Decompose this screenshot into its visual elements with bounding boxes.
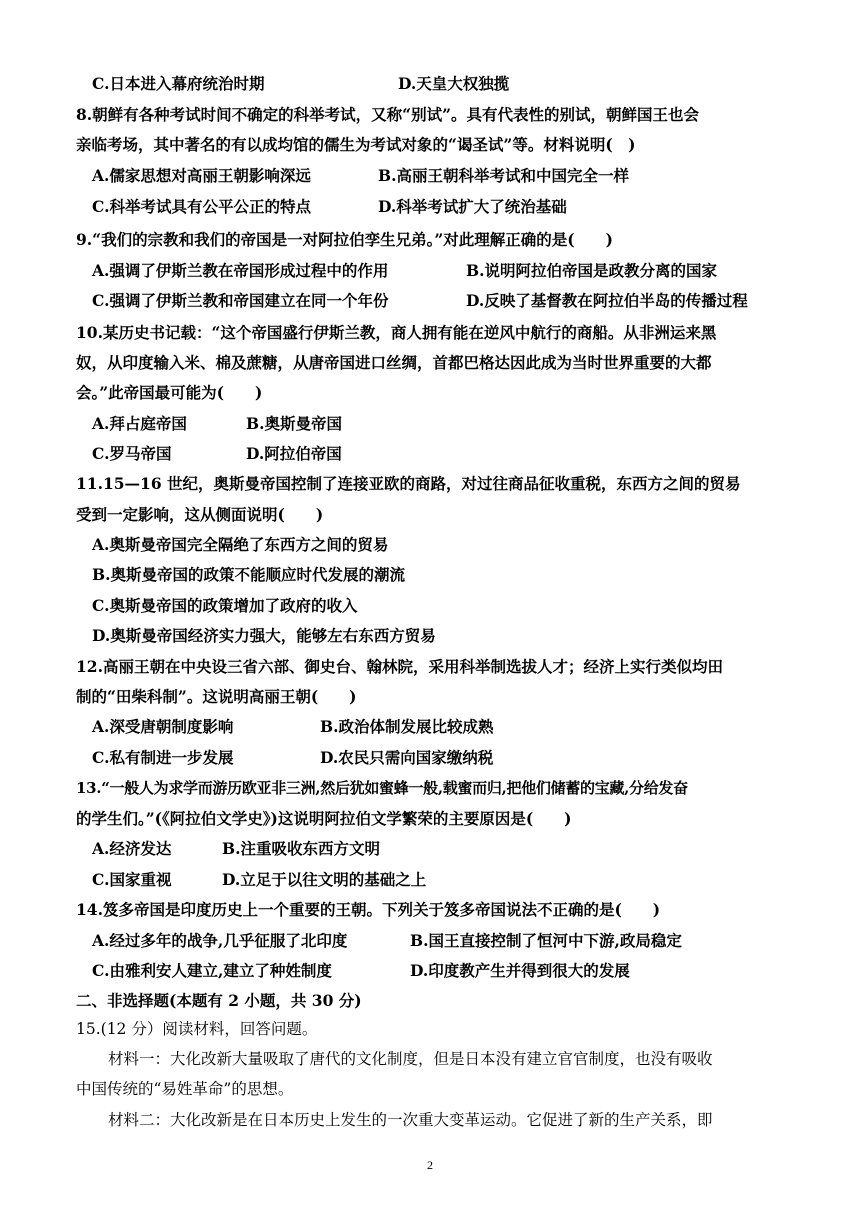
q8-option-a: A.儒家思想对高丽王朝影响深远 (92, 166, 311, 185)
q7-option-c: C.日本进入幕府统治时期 (92, 74, 265, 93)
q7-option-d: D.天皇大权独揽 (398, 74, 510, 93)
q13-option-b: B.注重吸收东西方文明 (222, 839, 380, 858)
q11-stem-line-1: 11.15—16 世纪，奥斯曼帝国控制了连接亚欧的商路，对过往商品征收重税，东西方之间的贸易 (76, 474, 741, 493)
q12-option-b: B.政治体制发展比较成熟 (320, 717, 494, 736)
q12-option-c: C.私有制进一步发展 (92, 748, 234, 767)
q13-option-c: C.国家重视 (92, 870, 172, 889)
q10-option-c: C.罗马帝国 (92, 444, 172, 463)
q13-stem-line-1: 13.“一般人为求学而游历欧亚非三洲,然后犹如蜜蜂一般,载蜜而归,把他们储蓄的宝藏,分给发奋 (76, 779, 688, 797)
q15-material-2-line-1: 材料二：大化改新是在日本历史上发生的一次重大变革运动。它促进了新的生产关系，即 (108, 1111, 713, 1129)
q12-option-d: D.农民只需向国家缴纳税 (320, 748, 494, 767)
q10-stem-line-3: 会。”此帝国最可能为( ) (76, 383, 263, 402)
q14-option-d: D.印度教产生并得到很大的发展 (410, 961, 630, 980)
q9-option-b: B.说明阿拉伯帝国是政教分离的国家 (466, 261, 717, 280)
q12-option-a: A.深受唐朝制度影响 (92, 717, 234, 736)
q10-stem-line-1: 10.某历史书记载：“这个帝国盛行伊斯兰教，商人拥有能在逆风中航行的商船。从非洲运来黑 (76, 323, 717, 342)
q11-stem-line-2: 受到一定影响，这从侧面说明( ) (76, 505, 324, 524)
q15-material-1-line-1: 材料一：大化改新大量吸取了唐代的文化制度，但是日本没有建立官官制度，也没有吸收 (108, 1050, 713, 1068)
q13-option-d: D.立足于以往文明的基础之上 (222, 870, 427, 889)
q15-material-1-line-2: 中国传统的“易姓革命”的思想。 (76, 1080, 294, 1098)
q14-option-c: C.由雅利安人建立,建立了种姓制度 (92, 961, 332, 980)
q8-option-c: C.科举考试具有公平公正的特点 (92, 197, 311, 216)
page-number: 2 (427, 1158, 433, 1172)
q11-option-b: B.奥斯曼帝国的政策不能顺应时代发展的潮流 (92, 565, 405, 584)
q11-option-c: C.奥斯曼帝国的政策增加了政府的收入 (92, 596, 358, 615)
section-2-title: 二、非选择题(本题有 2 小题，共 30 分) (76, 991, 362, 1010)
q11-option-d: D.奥斯曼帝国经济实力强大，能够左右东西方贸易 (92, 626, 436, 645)
q8-option-d: D.科举考试扩大了统治基础 (378, 197, 567, 216)
q8-stem-line-1: 8.朝鲜有各种考试时间不确定的科举考试，又称“别试”。具有代表性的别试，朝鲜国王也会 (76, 105, 700, 124)
q9-option-c: C.强调了伊斯兰教和帝国建立在同一个年份 (92, 291, 389, 310)
q8-stem-line-2: 亲临考场，其中著名的有以成均馆的儒生为考试对象的“谒圣试”等。材料说明( ) (76, 135, 636, 154)
q9-stem-line-1: 9.“我们的宗教和我们的帝国是一对阿拉伯孪生兄弟。”对此理解正确的是( ) (76, 230, 613, 249)
q14-option-a: A.经过多年的战争,几乎征服了北印度 (92, 931, 348, 950)
q10-option-b: B.奥斯曼帝国 (246, 414, 342, 433)
q8-option-b: B.高丽王朝科举考试和中国完全一样 (378, 166, 629, 185)
q14-option-b: B.国王直接控制了恒河中下游,政局稳定 (410, 931, 682, 950)
q12-stem-line-1: 12.高丽王朝在中央设三省六部、御史台、翰林院，采用科举制选拔人才；经济上实行类似均田 (76, 657, 723, 676)
q9-option-d: D.反映了基督教在阿拉伯半岛的传播过程 (466, 291, 748, 310)
q11-option-a: A.奥斯曼帝国完全隔绝了东西方之间的贸易 (92, 535, 389, 554)
q13-option-a: A.经济发达 (92, 839, 172, 858)
q12-stem-line-2: 制的“田柴科制”。这说明高丽王朝( ) (76, 687, 357, 706)
q10-option-d: D.阿拉伯帝国 (246, 444, 342, 463)
q9-option-a: A.强调了伊斯兰教在帝国形成过程中的作用 (92, 261, 389, 280)
q10-option-a: A.拜占庭帝国 (92, 414, 187, 433)
q14-stem-line-1: 14.笈多帝国是印度历史上一个重要的王朝。下列关于笈多帝国说法不正确的是( ) (76, 900, 661, 919)
q10-stem-line-2: 奴，从印度输入米、棉及蔗糖，从唐帝国进口丝绸，首都巴格达因此成为当时世界重要的大都 (76, 353, 712, 372)
q15-stem: 15.(12 分）阅读材料，回答问题。 (76, 1020, 318, 1038)
q13-stem-line-2: 的学生们。”(《阿拉伯文学史》)这说明阿拉伯文学繁荣的主要原因是( ) (76, 809, 572, 828)
